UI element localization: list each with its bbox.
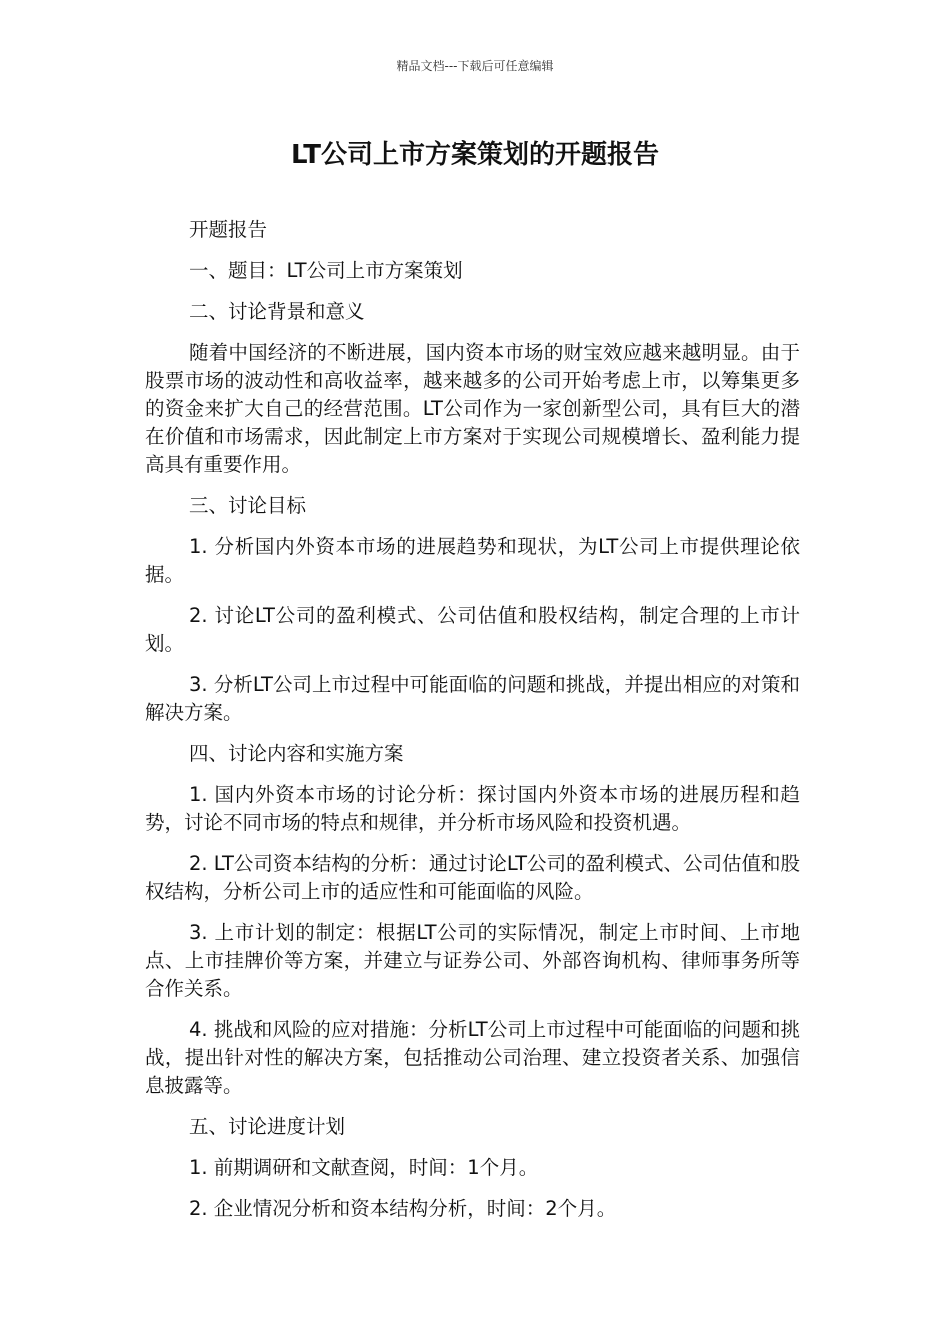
paragraph: 1. 前期调研和文献查阅，时间：1个月。 bbox=[189, 1156, 539, 1179]
page-header: 精品文档---下载后可任意编辑 bbox=[396, 59, 554, 73]
paragraph: 四、讨论内容和实施方案 bbox=[189, 742, 404, 765]
document-title: LT公司上市方案策划的开题报告 bbox=[291, 140, 659, 170]
paragraph: 三、讨论目标 bbox=[189, 494, 307, 517]
paragraph: 4. 挑战和风险的应对措施：分析LT公司上市过程中可能面临的问题和挑战，提出针对性的解决方案，包括推动公司治理、建立投资者关系、加强信息披露等。 bbox=[145, 1018, 800, 1097]
paragraph: 3. 分析LT公司上市过程中可能面临的问题和挑战，并提出相应的对策和解决方案。 bbox=[145, 673, 800, 724]
paragraph: 2. 企业情况分析和资本结构分析，时间：2个月。 bbox=[189, 1197, 617, 1220]
paragraph: 1. 国内外资本市场的讨论分析：探讨国内外资本市场的进展历程和趋势，讨论不同市场的特点和规律，并分析市场风险和投资机遇。 bbox=[145, 783, 800, 834]
paragraph: 2. 讨论LT公司的盈利模式、公司估值和股权结构，制定合理的上市计划。 bbox=[145, 604, 800, 655]
paragraph: 开题报告 bbox=[189, 218, 268, 241]
paragraph: 3. 上市计划的制定：根据LT公司的实际情况，制定上市时间、上市地点、上市挂牌价等方案，并建立与证券公司、外部咨询机构、律师事务所等合作关系。 bbox=[145, 921, 800, 1000]
paragraph: 1. 分析国内外资本市场的进展趋势和现状，为LT公司上市提供理论依据。 bbox=[145, 535, 800, 586]
paragraph: 一、题目：LT公司上市方案策划 bbox=[189, 259, 463, 282]
paragraph: 2. LT公司资本结构的分析：通过讨论LT公司的盈利模式、公司估值和股权结构，分析公司上市的适应性和可能面临的风险。 bbox=[145, 852, 800, 903]
document-body bbox=[145, 216, 800, 1236]
paragraph: 随着中国经济的不断进展，国内资本市场的财宝效应越来越明显。由于股票市场的波动性和高收益率，越来越多的公司开始考虑上市，以筹集更多的资金来扩大自己的经营范围。LT公司作为一家创新型公司，具有巨大的潜在价值和市场需求，因此制定上市方案对于实现公司规模增长、盈利能力提高具有重要作用。 bbox=[145, 341, 800, 476]
paragraph: 二、讨论背景和意义 bbox=[189, 300, 365, 323]
paragraph: 五、讨论进度计划 bbox=[189, 1115, 346, 1138]
